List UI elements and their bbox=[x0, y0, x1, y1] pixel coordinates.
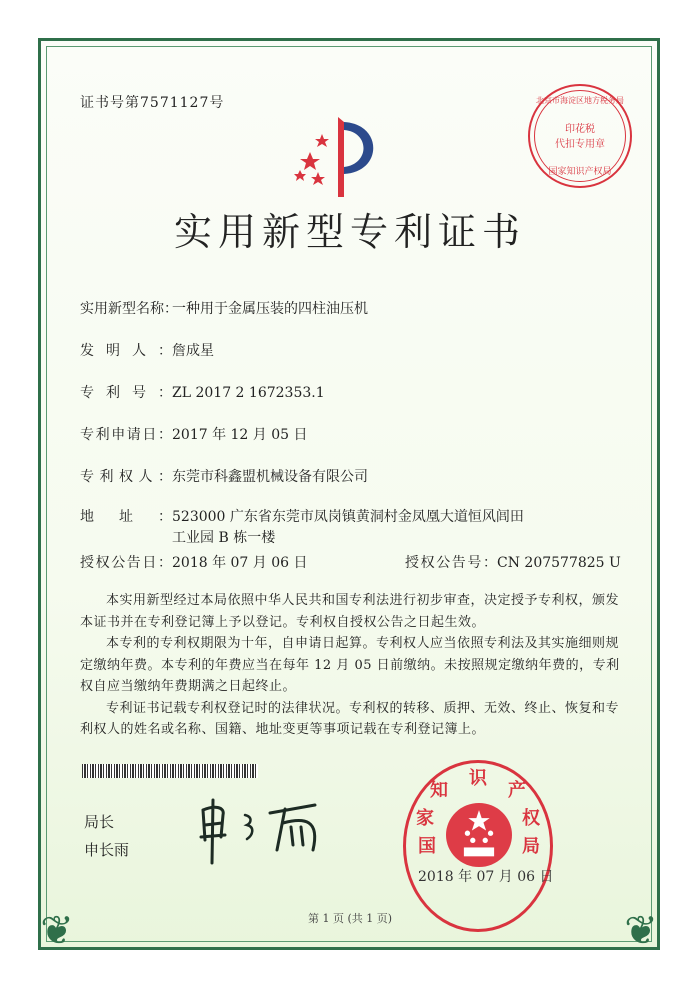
seal-char: 产 bbox=[508, 780, 526, 801]
field-label: 发明人： bbox=[80, 343, 172, 359]
barcode bbox=[82, 764, 258, 778]
seal-char: 识 bbox=[469, 768, 487, 789]
tax-stamp-center bbox=[530, 122, 630, 152]
tax-stamp-line1: 印花税 bbox=[565, 124, 595, 135]
field-value: CN 207577825 U bbox=[497, 555, 621, 571]
field-label: 专利申请日： bbox=[80, 427, 172, 443]
field-label: 地址： bbox=[80, 509, 172, 525]
field-label: 授权公告号： bbox=[405, 555, 497, 571]
director-name: 申长雨 bbox=[84, 841, 130, 859]
field-grant-date bbox=[80, 554, 308, 572]
field-address bbox=[80, 508, 524, 526]
field-value: 2018 年 07 月 06 日 bbox=[172, 555, 308, 571]
paragraph: 专利证书记载专利权登记时的法律状况。专利权的转移、质押、无效、终止、恢复和专利权人的姓名或名称、国籍、地址变更等事项记载在专利登记簿上。 bbox=[80, 700, 620, 737]
field-label: 专利权人： bbox=[80, 469, 172, 485]
tax-stamp-line2: 代扣专用章 bbox=[555, 139, 605, 150]
director-signature bbox=[195, 795, 345, 865]
field-inventor bbox=[80, 342, 214, 360]
field-patentee bbox=[80, 468, 368, 486]
director-title: 局长 bbox=[84, 813, 115, 831]
seal-date: 2018 年 07 月 06 日 bbox=[418, 869, 554, 885]
field-announcement-number bbox=[405, 554, 621, 572]
official-seal bbox=[403, 760, 553, 932]
page-title: 实用新型专利证书 bbox=[173, 210, 526, 254]
field-label: 专利号： bbox=[80, 385, 172, 401]
tax-stamp bbox=[528, 84, 632, 188]
patent-office-logo-icon bbox=[288, 112, 388, 202]
seal-char: 知 bbox=[430, 780, 448, 801]
paragraph: 本专利的专利权期限为十年，自申请日起算。专利权人应当依照专利法及其实施细则规定缴纳年费。本专利的年费应当在每年 12 月 05 日前缴纳。未按照规定缴纳年费的，专利权自应当缴纳年费期满之日起终止。 bbox=[80, 636, 620, 694]
seal-char: 家 bbox=[416, 808, 434, 829]
field-value: 523000 广东省东莞市凤岗镇黄洞村金凤凰大道恒风闾田 bbox=[172, 509, 524, 525]
ornament-icon: ❦ bbox=[624, 908, 658, 954]
certificate-number: 证书号第7571127号 bbox=[80, 95, 225, 111]
field-value: 一种用于金属压装的四柱油压机 bbox=[172, 301, 368, 317]
field-label: 授权公告日： bbox=[80, 555, 172, 571]
paragraph: 本实用新型经过本局依照中华人民共和国专利法进行初步审查，决定授予专利权，颁发本证书并在专利登记簿上予以登记。专利权自授权公告之日起生效。 bbox=[80, 593, 620, 630]
ornament-icon: ❦ bbox=[40, 908, 74, 954]
certificate-body bbox=[80, 590, 620, 741]
seal-char: 权 bbox=[522, 808, 540, 829]
field-address-line2: 工业园 B 栋一楼 bbox=[172, 530, 276, 546]
field-patent-number bbox=[80, 384, 325, 402]
field-utility-model-name bbox=[80, 300, 368, 318]
seal-char: 局 bbox=[522, 836, 540, 857]
national-emblem-icon bbox=[446, 803, 512, 867]
field-value: 东莞市科鑫盟机械设备有限公司 bbox=[172, 469, 368, 485]
field-value: 詹成星 bbox=[172, 343, 214, 359]
field-value: 2017 年 12 月 05 日 bbox=[172, 427, 308, 443]
field-value: ZL 2017 2 1672353.1 bbox=[172, 385, 325, 401]
page-footer: 第 1 页 (共 1 页) bbox=[307, 912, 393, 925]
field-label: 实用新型名称： bbox=[80, 301, 178, 317]
tax-stamp-top-text: 北京市海淀区地方税务局 bbox=[536, 96, 624, 105]
seal-char: 国 bbox=[418, 836, 436, 857]
field-application-date bbox=[80, 426, 308, 444]
tax-stamp-bottom-text: 国家知识产权局 bbox=[548, 167, 612, 177]
